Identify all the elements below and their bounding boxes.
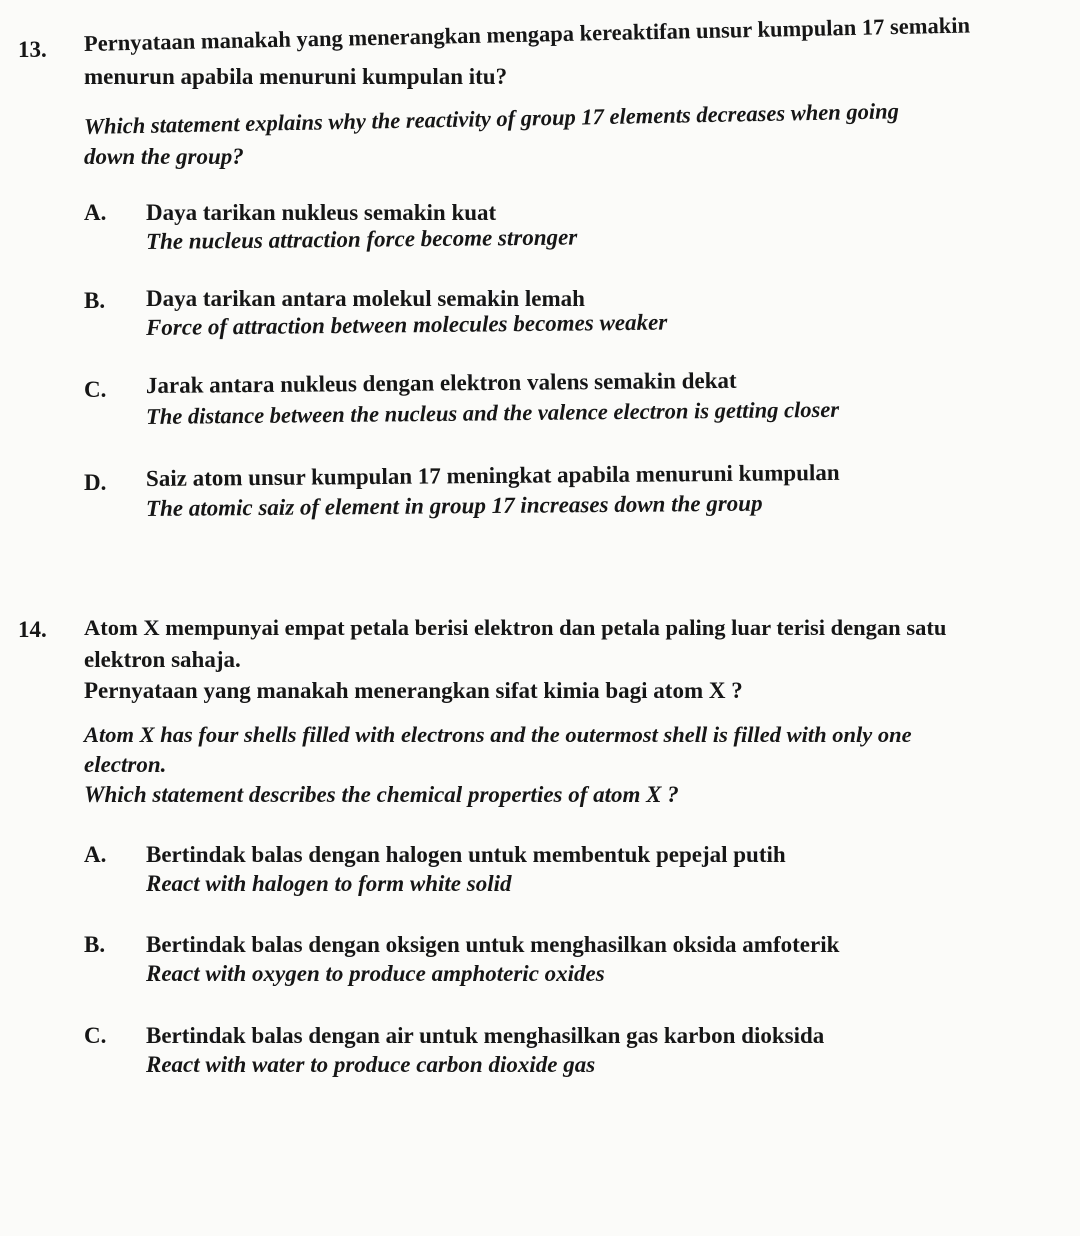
question-13-option-c-letter: C. (84, 377, 107, 402)
question-14-option-c-english: React with water to produce carbon dioxide gas (146, 1052, 596, 1077)
question-13-option-b-malay: Daya tarikan antara molekul semakin lemah (146, 286, 585, 311)
question-14-stem-malay-line1: Atom X mempunyai empat petala berisi elektron dan petala paling luar terisi dengan satu (84, 615, 947, 640)
question-13-number: 13. (18, 37, 47, 62)
question-13-option-a-letter: A. (84, 200, 107, 225)
question-14-option-a-letter: A. (84, 842, 107, 867)
question-14-option-c-letter: C. (84, 1023, 107, 1048)
question-14-stem-english-line1: Atom X has four shells filled with electrons and the outermost shell is filled with only one (84, 722, 912, 747)
question-14-stem-english-line3: Which statement describes the chemical properties of atom X ? (84, 782, 679, 807)
question-14-stem-english-line2: electron. (84, 752, 167, 777)
question-14-stem-malay-line2: elektron sahaja. (84, 647, 241, 672)
question-13-option-b-english: Force of attraction between molecules becomes weaker (145, 309, 668, 340)
question-13-stem-english-line2: down the group? (84, 144, 244, 169)
question-14-option-b-english: React with oxygen to produce amphoteric oxides (146, 961, 605, 986)
question-13-stem-malay-line2: menurun apabila menuruni kumpulan itu? (84, 64, 508, 89)
question-13-option-a-malay: Daya tarikan nukleus semakin kuat (146, 200, 497, 225)
question-13-option-a-english: The nucleus attraction force become stronger (145, 224, 578, 254)
question-14-option-c-malay: Bertindak balas dengan air untuk menghasilkan gas karbon dioksida (146, 1023, 825, 1048)
question-13-stem-malay-line1: Pernyataan manakah yang menerangkan mengapa kereaktifan unsur kumpulan 17 semakin (83, 12, 971, 56)
question-13-option-d-malay: Saiz atom unsur kumpulan 17 meningkat apabila menuruni kumpulan (145, 459, 840, 491)
question-13-option-c-english: The distance between the nucleus and the valence electron is getting closer (145, 396, 840, 429)
question-13-option-d-english: The atomic saiz of element in group 17 increases down the group (145, 490, 763, 521)
question-14-option-a-malay: Bertindak balas dengan halogen untuk membentuk pepejal putih (146, 842, 786, 867)
question-14-number: 14. (18, 617, 47, 642)
question-14-option-b-malay: Bertindak balas dengan oksigen untuk menghasilkan oksida amfoterik (146, 932, 840, 957)
question-14-option-a-english: React with halogen to form white solid (146, 871, 512, 896)
question-13-stem-english-line1: Which statement explains why the reactivity of group 17 elements decreases when going (83, 98, 900, 139)
question-13-option-c-malay: Jarak antara nukleus dengan elektron valens semakin dekat (145, 367, 737, 398)
question-13-option-b-letter: B. (84, 288, 106, 313)
question-13-option-d-letter: D. (84, 470, 107, 495)
question-14-stem-malay-line3: Pernyataan yang manakah menerangkan sifat kimia bagi atom X ? (84, 678, 743, 703)
question-14-option-b-letter: B. (84, 932, 106, 957)
